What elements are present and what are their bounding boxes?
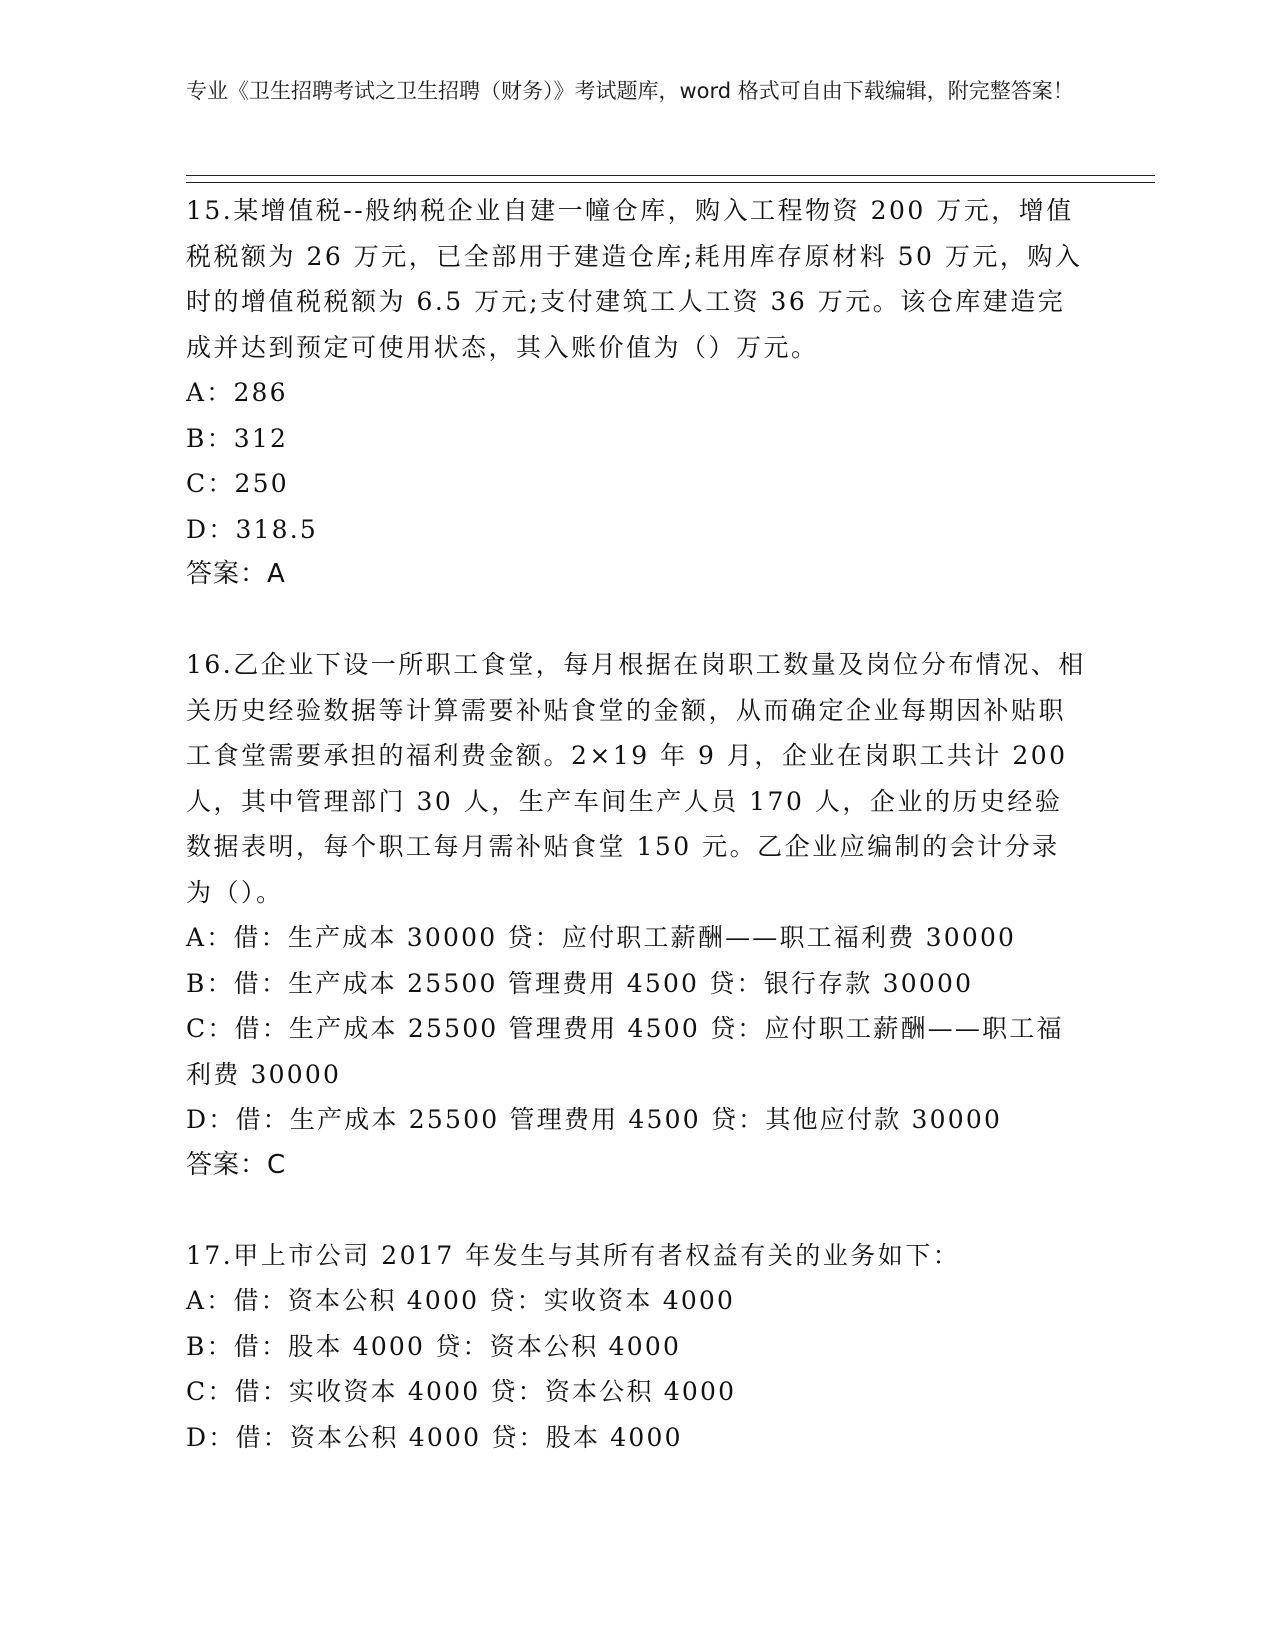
option-b: B：借：股本 4000 贷：资本公积 4000 — [186, 1331, 682, 1361]
question-15 — [186, 188, 1186, 597]
question-stem: 15.某增值税--般纳税企业自建一幢仓库，购入工程物资 200 万元，增值税税额为 26 万元，已全部用于建造仓库;耗用库存原材料 50 万元，购入时的增值税税额为 6.5 万元;支付建筑工人工资 36 万元。该仓库建造完成并达到预定可使用状态，其入账价值为（）万元。 — [186, 196, 1083, 362]
answer-line: 答案：C — [186, 1149, 287, 1180]
option-b: B：312 — [186, 423, 289, 453]
question-spacer — [186, 1188, 1186, 1233]
question-stem: 16.乙企业下设一所职工食堂，每月根据在岗职工数量及岗位分布情况、相关历史经验数据等计算需要补贴食堂的金额，从而确定企业每期因补贴职工食堂需要承担的福利费金额。2×19 年 9 月，企业在岗职工共计 200 人，其中管理部门 30 人，生产车间生产人员 170 人，企业的历史经验数据表明，每个职工每月需补贴食堂 150 元。乙企业应编制的会计分录为（）。 — [186, 650, 1086, 907]
option-c: C：250 — [186, 469, 289, 498]
question-stem: 17.甲上市公司 2017 年发生与其所有者权益有关的业务如下： — [186, 1240, 961, 1270]
option-c: C：借：实收资本 4000 贷：资本公积 4000 — [186, 1377, 737, 1406]
option-c: C：借：生产成本 25500 管理费用 4500 贷：应付职工薪酬——职工福利费 30000 — [186, 1014, 1064, 1089]
answer-line: 答案：A — [186, 559, 286, 589]
question-list — [186, 188, 1186, 1460]
header-rule-bottom — [186, 182, 1155, 183]
question-17 — [186, 1233, 1186, 1461]
option-b: B：借：生产成本 25500 管理费用 4500 贷：银行存款 30000 — [186, 968, 974, 998]
option-d: D：318.5 — [186, 514, 319, 544]
option-a: A：借：资本公积 4000 贷：实收资本 4000 — [186, 1286, 736, 1315]
document-header: 专业《卫生招聘考试之卫生招聘（财务）》考试题库，word 格式可自由下载编辑，附完整答案！ — [186, 79, 1074, 103]
option-d: D：借：生产成本 25500 管理费用 4500 贷：其他应付款 30000 — [186, 1105, 1003, 1134]
option-a: A：借：生产成本 30000 贷：应付职工薪酬——职工福利费 30000 — [186, 923, 1017, 952]
header-rule-top — [186, 175, 1155, 176]
option-a: A：286 — [186, 378, 288, 407]
question-spacer — [186, 597, 1186, 642]
question-16 — [186, 642, 1186, 1188]
option-d: D：借：资本公积 4000 贷：股本 4000 — [186, 1422, 683, 1452]
